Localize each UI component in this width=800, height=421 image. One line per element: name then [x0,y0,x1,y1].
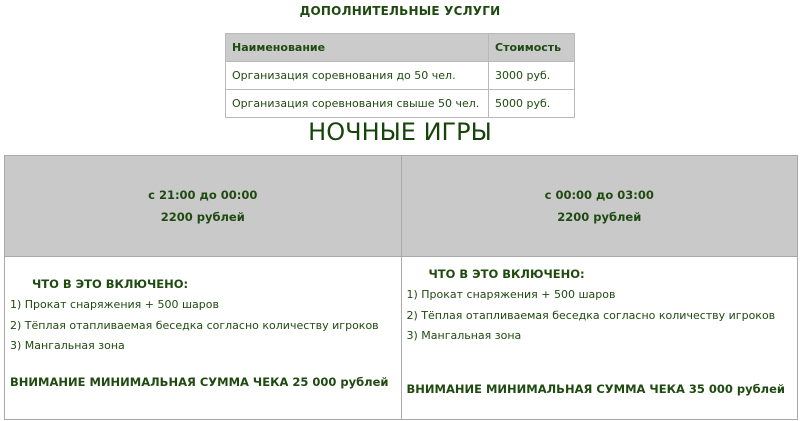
table-row [226,90,575,118]
plan-price: 2200 рублей [557,210,642,224]
minimum-check-warning: ВНИМАНИЕ МИНИМАЛЬНАЯ СУММА ЧЕКА 25 000 рублей [10,375,389,389]
included-item: 1) Прокат снаряжения + 500 шаров [10,298,219,311]
services-column-name: Наименование [226,34,489,62]
service-price: 5000 руб. [489,90,575,118]
services-header-row [226,34,575,62]
night-plans-details-row [5,257,798,420]
included-title: ЧТО В ЭТО ВКЛЮЧЕНО: [428,267,585,281]
included-item: 1) Прокат снаряжения + 500 шаров [406,288,616,301]
plan-header-2 [401,156,798,257]
included-item: 3) Мангальная зона [406,329,522,342]
services-table [225,33,575,118]
included-item: 2) Тёплая отапливаемая беседка согласно количеству игроков [10,319,379,332]
included-item: 2) Тёплая отапливаемая беседка согласно количеству игроков [406,309,776,322]
night-plans-header-row [5,156,798,257]
night-games-title: НОЧНЫЕ ИГРЫ [308,118,492,146]
minimum-check-warning: ВНИМАНИЕ МИНИМАЛЬНАЯ СУММА ЧЕКА 35 000 рублей [406,382,785,396]
table-row [226,62,575,90]
included-title: ЧТО В ЭТО ВКЛЮЧЕНО: [32,277,189,291]
plan-details-1 [5,257,402,420]
plan-time: с 00:00 до 03:00 [544,188,654,202]
included-item: 3) Мангальная зона [10,339,125,352]
plan-time: с 21:00 до 00:00 [148,188,258,202]
plan-price: 2200 рублей [160,210,245,224]
night-games-table [4,155,798,420]
service-name: Организация соревнования свыше 50 чел. [226,90,489,118]
plan-details-2 [401,257,798,420]
service-name: Организация соревнования до 50 чел. [226,62,489,90]
services-column-price: Стоимость [489,34,575,62]
plan-header-1 [5,156,402,257]
services-title: ДОПОЛНИТЕЛЬНЫЕ УСЛУГИ [299,4,501,18]
service-price: 3000 руб. [489,62,575,90]
